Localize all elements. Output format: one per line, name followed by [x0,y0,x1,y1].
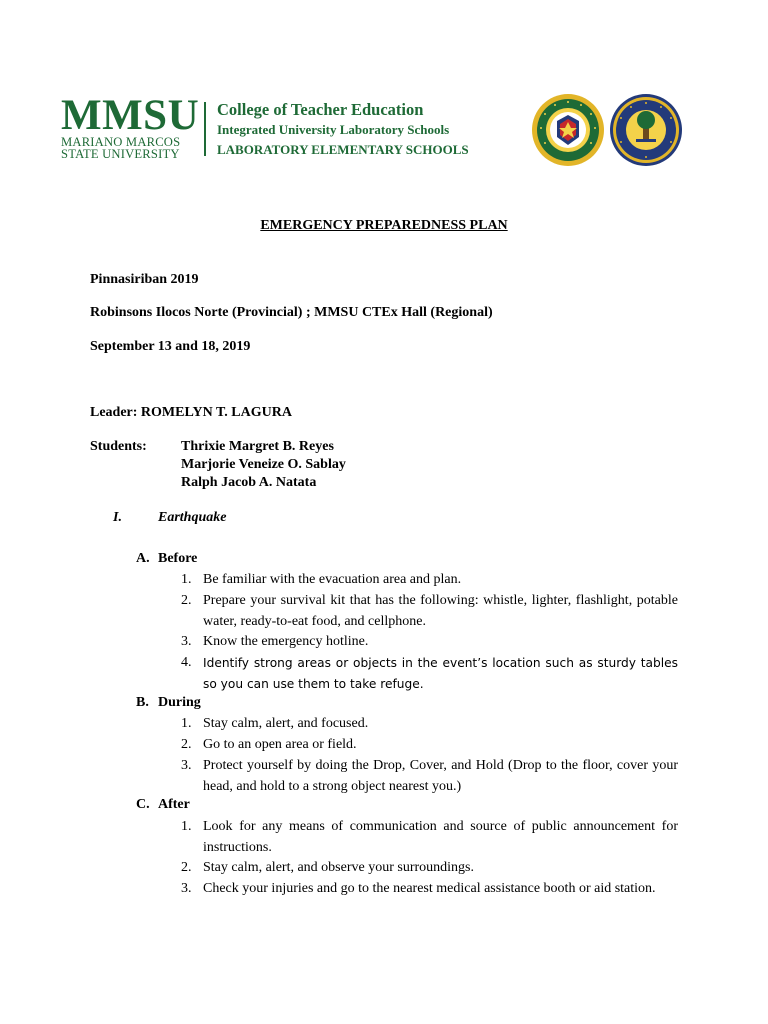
subsection-label: After [158,797,190,812]
list-item [181,817,678,858]
document-title: EMERGENCY PREPAREDNESS PLAN [260,218,508,233]
item-text: Be familiar with the evacuation area and plan. [203,572,462,587]
college-header [217,100,469,160]
item-text: Go to an open area or field. [203,737,357,752]
school-name-1: Integrated University Laboratory Schools [217,122,450,137]
students-label: Students: [90,439,147,454]
item-text: Check your injuries and go to the nearest medical assistance booth or aid station. [203,881,656,896]
subsection-label: Before [158,551,198,566]
list-item [181,714,678,735]
event-dates: September 13 and 18, 2019 [90,339,251,354]
student-name: Thrixie Margret B. Reyes [181,439,334,454]
list-item [181,653,678,694]
item-number: 2. [181,593,192,608]
logo-word: MMSU [61,92,200,139]
item-number: 1. [181,716,192,731]
student-name: Marjorie Veneize O. Sablay [181,457,346,472]
event-name: Pinnasiriban 2019 [90,272,199,287]
subsection-during [136,695,201,711]
mmsu-logo [61,92,201,161]
item-text: Look for any means of communication and source of public announcement for instructions. [203,819,678,855]
event-venue: Robinsons Ilocos Norte (Provincial) ; MMSU CTEx Hall (Regional) [90,305,493,320]
subsection-after [136,797,190,813]
item-text: Prepare your survival kit that has the following: whistle, lighter, flashlight, potable water, ready-to-eat food, and cellphone. [203,593,678,629]
item-number: 4. [181,655,192,670]
item-number: 3. [181,758,192,773]
item-number: 2. [181,860,192,875]
item-number: 3. [181,881,192,896]
item-number: 3. [181,634,192,649]
list-item [181,735,678,756]
item-number: 1. [181,572,192,587]
list-item [181,879,678,900]
logo-sub-line-2: STATE UNIVERSITY [61,147,180,161]
student-name: Ralph Jacob A. Natata [181,475,317,490]
mmsu-seal-icon [531,93,605,167]
subsection-letter: A. [136,551,150,566]
list-item [181,858,678,879]
item-number: 1. [181,819,192,834]
section-number: I. [113,510,122,525]
subsection-letter: C. [136,797,150,812]
item-text: Identify strong areas or objects in the event’s location such as sturdy tables so you can use them to take refuge. [203,656,678,691]
list-item [181,591,678,632]
section-title: Earthquake [158,510,227,525]
logo-sub-line-1: MARIANO MARCOS [61,135,181,149]
subsection-before [136,551,197,567]
item-number: 2. [181,737,192,752]
list-item [181,570,678,591]
subsection-letter: B. [136,695,149,710]
college-of-teacher-education-seal-icon [609,93,683,167]
subsection-label: During [158,695,201,710]
leader-line: Leader: ROMELYN T. LAGURA [90,405,292,420]
header-divider [204,102,206,156]
item-text: Stay calm, alert, and focused. [203,716,369,731]
list-item [181,756,678,797]
college-name: College of Teacher Education [217,100,424,119]
item-text: Protect yourself by doing the Drop, Cover, and Hold (Drop to the floor, cover your head, and hold to a strong object nearest you.) [203,758,678,794]
item-text: Know the emergency hotline. [203,634,369,649]
list-item [181,632,678,653]
school-name-2: LABORATORY ELEMENTARY SCHOOLS [217,142,469,157]
item-text: Stay calm, alert, and observe your surroundings. [203,860,474,875]
